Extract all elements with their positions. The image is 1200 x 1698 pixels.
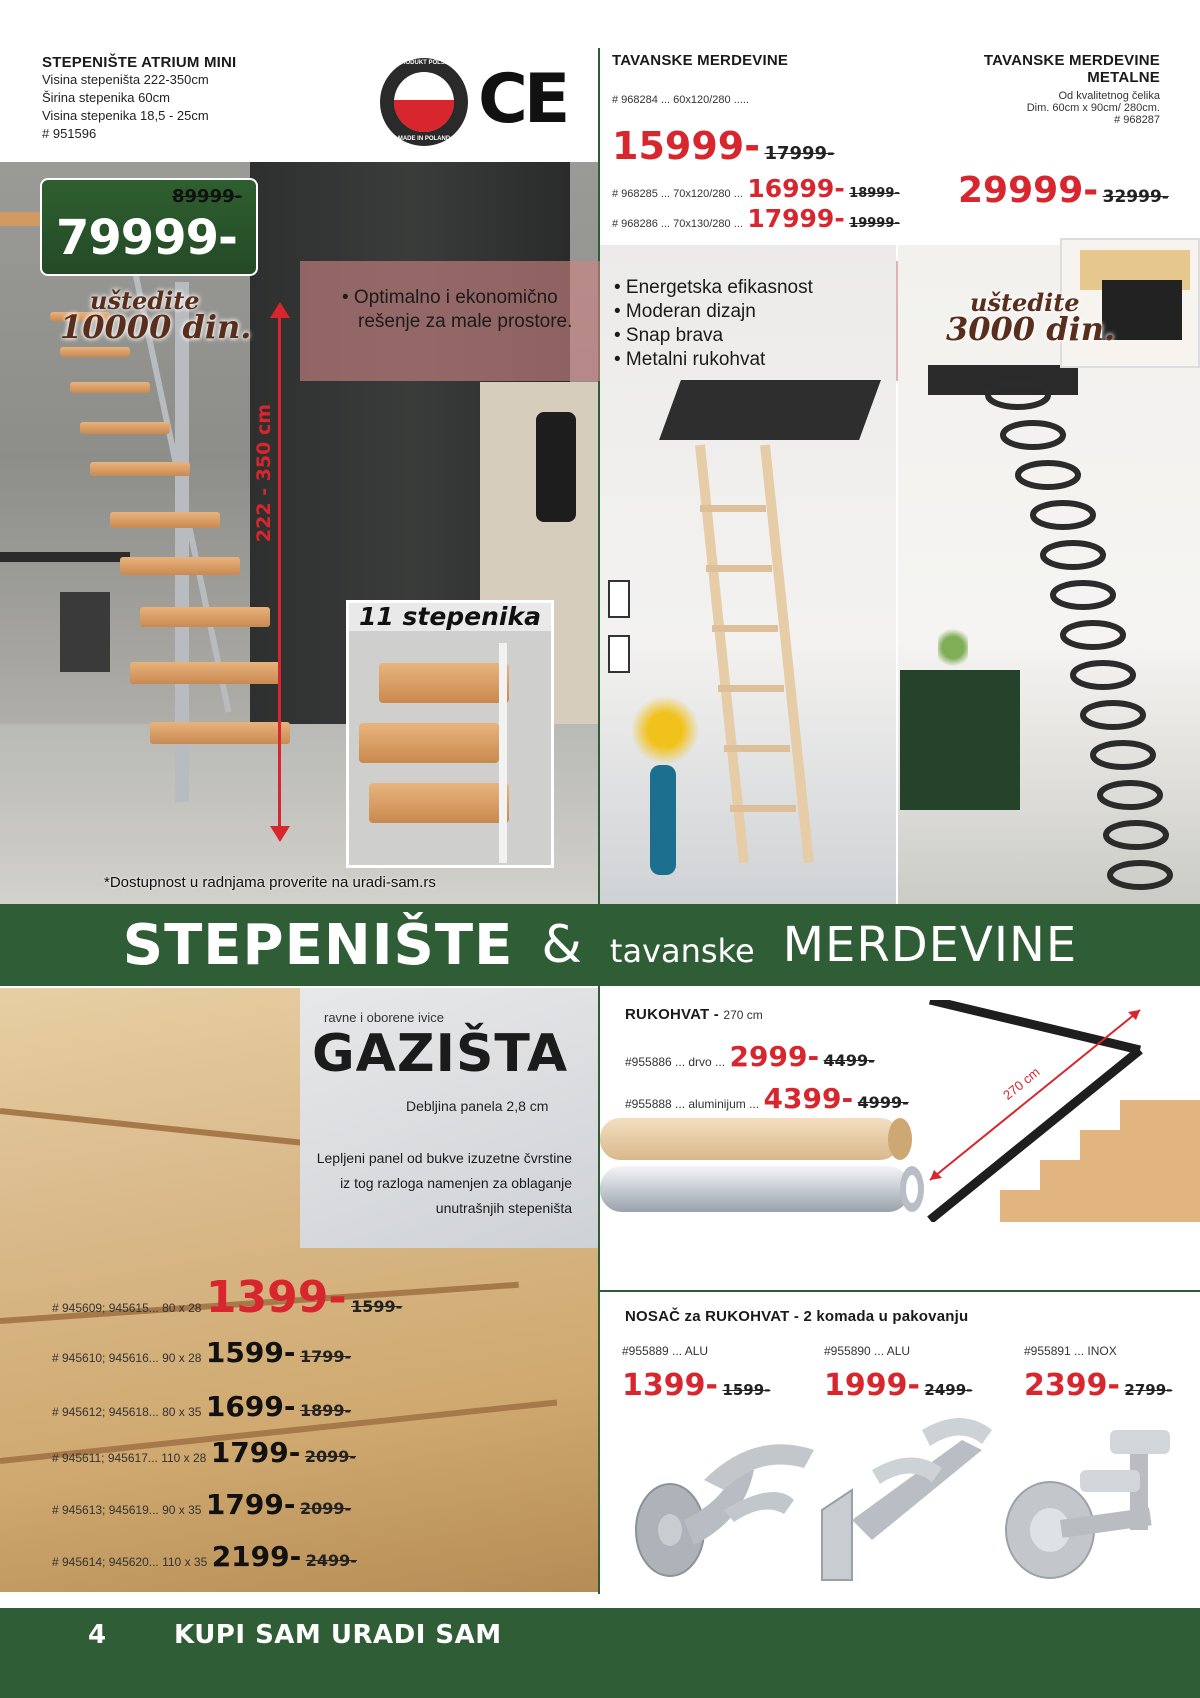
tavanske-item2-row: [612, 174, 900, 203]
metalne-code: # 968287: [1114, 114, 1160, 126]
gazista-price: 1799-: [205, 1488, 296, 1521]
rukohvat-item-old-price: 4999-: [857, 1093, 909, 1112]
tavanske-features: [614, 276, 813, 372]
gazista-price: 2199-: [211, 1540, 302, 1573]
metalne-title: TAVANSKE MERDEVINE: [983, 52, 1160, 69]
nosac-item-code: #955890 ... ALU: [824, 1344, 911, 1358]
bracket-alu-round: [624, 1410, 814, 1590]
rukohvat-length: 270 cm: [723, 1008, 763, 1022]
metal-ladder-inset: [1060, 238, 1200, 368]
metalne-block: [900, 52, 1160, 126]
tavanske-feature: • Metalni rukohvat: [614, 349, 766, 370]
gazista-code: # 945613; 945619... 90 x 35: [52, 1503, 202, 1517]
badge-text-top: PRODUKT POLSKI: [397, 60, 451, 66]
ladder-rung: [700, 505, 766, 512]
gazista-code: # 945612; 945618... 80 x 35: [52, 1405, 202, 1419]
stair-step: [150, 722, 290, 744]
ladder-rung: [718, 685, 784, 692]
atrium-specs: [42, 54, 382, 143]
bracket-inox: [1000, 1410, 1190, 1590]
handrail-illustration: [600, 1000, 1200, 1222]
stair-step: [90, 462, 190, 476]
metalne-savings-line2: 3000 din.: [946, 310, 1116, 348]
atrium-spec-line: Visina stepeništa 222-350cm: [42, 72, 209, 87]
banner-word-stepeniste: STEPENIŠTE: [122, 912, 514, 978]
rukohvat-item-code: #955886 ... drvo ...: [625, 1055, 726, 1069]
stool: [60, 592, 110, 672]
atrium-savings-line1: uštedite: [90, 286, 200, 315]
atrium-price-badge: [40, 178, 258, 276]
tavanske-item2-price: 16999-: [747, 174, 845, 203]
atrium-code: # 951596: [42, 126, 97, 141]
tavanske-item1-price: 15999-: [612, 124, 760, 168]
ladder-rail-right: [760, 444, 814, 863]
bracket-alu-flat: [812, 1410, 1002, 1590]
rukohvat-item-price: 2999-: [729, 1040, 820, 1073]
section-divider: [600, 1290, 1200, 1292]
gazista-price: 1399-: [205, 1272, 347, 1323]
gazista-kicker: ravne i oborene ivice: [324, 1010, 444, 1025]
inset-step: [359, 723, 499, 763]
nosac-price: 1999-: [824, 1368, 920, 1403]
stair-step: [120, 557, 240, 575]
tavanske-item3-price: 17999-: [747, 204, 845, 233]
gazista-desc-line: iz tog razloga namenjen za oblaganje: [340, 1175, 572, 1191]
badge-text-bottom: MADE IN POLAND: [397, 136, 451, 142]
tavanske-block: [612, 52, 912, 69]
banner-ampersand: &: [541, 915, 582, 975]
wall-picture: [608, 635, 630, 673]
gazista-old-price: 1799-: [299, 1347, 352, 1366]
wall-picture: [608, 580, 630, 618]
handrail-length-label: 270 cm: [1000, 1064, 1043, 1103]
gazista-row: [52, 1390, 351, 1423]
stair-step: [70, 382, 150, 393]
atrium-old-price: 89999-: [172, 186, 243, 207]
atrium-title: STEPENIŠTE ATRIUM MINI: [42, 54, 237, 71]
ce-mark: CE: [478, 60, 567, 139]
atrium-spec-line: Širina stepenika 60cm: [42, 90, 170, 105]
banner-word-tavanske: tavanske: [609, 932, 755, 970]
availability-note: *Dostupnost u radnjama proverite na uradi-sam.rs: [104, 874, 436, 891]
inset-step: [369, 783, 509, 823]
ladder-rung: [724, 745, 790, 752]
height-arrow-line: [278, 312, 281, 832]
rukohvat-item-code: #955888 ... aluminijum ...: [625, 1097, 760, 1111]
arrow-up-icon: [270, 302, 290, 318]
stair-step: [130, 662, 280, 684]
nosac-old-price: 2799-: [1124, 1381, 1173, 1399]
tavanske-feature: • Energetska efikasnost: [614, 277, 813, 298]
nosac-item-code: #955891 ... INOX: [1024, 1344, 1117, 1358]
nosac-price: 1399-: [622, 1368, 718, 1403]
metalne-line: Dim. 60cm x 90cm/ 280cm.: [1026, 102, 1160, 114]
gazista-old-price: 2499-: [305, 1551, 357, 1570]
flowers: [630, 685, 700, 775]
rukohvat-item-price: 4399-: [763, 1082, 854, 1115]
gazista-code: # 945611; 945617... 110 x 28: [52, 1451, 207, 1465]
coat: [536, 412, 576, 522]
nosac-old-price: 2499-: [924, 1381, 973, 1399]
banner-word-merdevine: MERDEVINE: [782, 917, 1078, 973]
gazista-row: [52, 1540, 357, 1573]
atrium-savings-line2: 10000 din.: [60, 308, 252, 346]
ladder-rung: [730, 805, 796, 812]
page-number: 4: [88, 1620, 107, 1650]
tavanske-item2-code: # 968285 ... 70x120/280 ...: [612, 188, 743, 200]
scissor-ladder: [958, 355, 1178, 905]
gazista-price: 1699-: [205, 1390, 296, 1423]
tavanske-item3-code: # 968286 ... 70x130/280 ...: [612, 218, 743, 230]
gazista-old-price: 1899-: [299, 1401, 352, 1420]
ladder-rung: [706, 565, 772, 572]
arrow-down-icon: [270, 826, 290, 842]
atrium-features: [342, 286, 572, 334]
gazista-old-price: 2099-: [304, 1447, 356, 1466]
gazista-price: 1599-: [205, 1336, 296, 1369]
nosac-price: 2399-: [1024, 1368, 1120, 1403]
gazista-thickness: Debljina panela 2,8 cm: [406, 1098, 549, 1114]
stair-step: [140, 607, 270, 627]
inset-photo: [346, 600, 554, 868]
gazista-title: GAZIŠTA: [312, 1024, 569, 1084]
gazista-description: [240, 1146, 572, 1221]
tavanske-item1-old-price: 17999-: [764, 143, 835, 164]
ladder-rung: [712, 625, 778, 632]
footer-brand: KUPI SAM URADI SAM: [174, 1620, 502, 1650]
stair-step: [80, 422, 170, 434]
poland-flag-icon: [378, 56, 470, 148]
tavanske-item3-row: [612, 204, 900, 233]
gazista-desc-line: unutrašnjih stepeništa: [435, 1200, 572, 1216]
metalne-line: Od kvalitetnog čelika: [1058, 90, 1160, 102]
inset-label: 11 stepenika: [346, 602, 554, 631]
gazista-row: [52, 1272, 402, 1323]
tavanske-item3-old-price: 19999-: [849, 216, 900, 231]
nosac-old-price: 1599-: [722, 1381, 771, 1399]
banner-title: [0, 904, 1200, 986]
tavanske-item1-code: # 968284 ... 60x120/280 .....: [612, 94, 749, 106]
metalne-price-row: [958, 170, 1169, 211]
attic-hatch: [659, 380, 881, 440]
nosac-price-row: [622, 1368, 770, 1403]
atrium-price: 79999-: [56, 210, 237, 266]
nosac-price-row: [1024, 1368, 1172, 1403]
vase: [650, 765, 676, 875]
tavanske-feature: • Snap brava: [614, 325, 724, 346]
side-table: [0, 552, 130, 562]
metalne-old-price: 32999-: [1102, 187, 1169, 207]
metalne-price: 29999-: [958, 170, 1099, 211]
height-label: 222 - 350 cm: [253, 403, 275, 543]
metalne-savings-line1: uštedite: [970, 288, 1080, 317]
gazista-old-price: 2099-: [299, 1499, 352, 1518]
rukohvat-title: RUKOHVAT -: [625, 1006, 719, 1023]
stair-step: [110, 512, 220, 528]
nosac-item-code: #955889 ... ALU: [622, 1344, 709, 1358]
tavanske-feature: • Moderan dizajn: [614, 301, 756, 322]
rukohvat-item-old-price: 4499-: [823, 1051, 875, 1070]
gazista-desc-line: Lepljeni panel od bukve izuzetne čvrstine: [316, 1150, 572, 1166]
gazista-price: 1799-: [210, 1436, 301, 1469]
gazista-row: [52, 1488, 351, 1521]
gazista-code: # 945609; 945615... 80 x 28: [52, 1301, 202, 1315]
gazista-code: # 945610; 945616... 90 x 28: [52, 1351, 202, 1365]
nosac-price-row: [824, 1368, 972, 1403]
tavanske-title: TAVANSKE MERDEVINE: [612, 52, 789, 69]
tavanske-item1-price-row: [612, 124, 835, 168]
inset-step: [379, 663, 509, 703]
nosac-title: NOSAČ za RUKOHVAT - 2 komada u pakovanju: [625, 1308, 969, 1325]
made-in-poland-badge: [378, 56, 470, 148]
gazista-old-price: 1599-: [351, 1297, 403, 1316]
gazista-row: [52, 1336, 351, 1369]
atrium-feature-line: • Optimalno i ekonomično: [342, 287, 558, 308]
gazista-row: [52, 1436, 356, 1469]
inset-rail: [499, 643, 507, 863]
atrium-spec-line: Visina stepenika 18,5 - 25cm: [42, 108, 209, 123]
metalne-subtitle: METALNE: [1087, 69, 1160, 86]
atrium-feature-line: rešenje za male prostore.: [358, 311, 573, 332]
gazista-code: # 945614; 945620... 110 x 35: [52, 1555, 208, 1569]
tavanske-item2-old-price: 18999-: [849, 186, 900, 201]
stair-step: [60, 347, 130, 357]
